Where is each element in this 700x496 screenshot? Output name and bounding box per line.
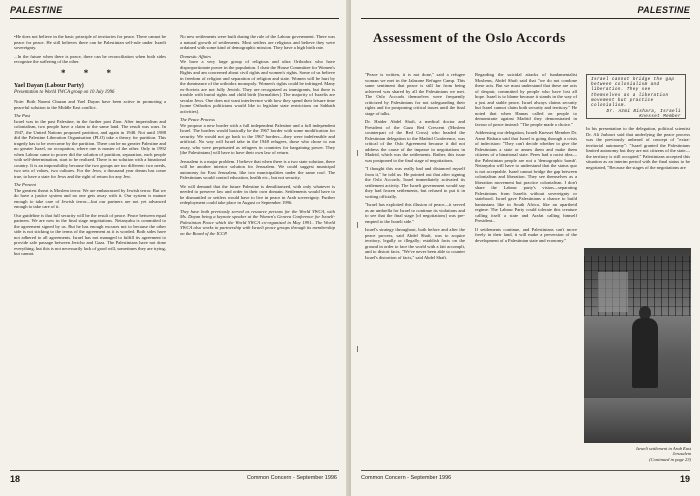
header-rule <box>10 18 339 19</box>
pull-quote-text: Israel cannot bridge the gap between colonialism and liberation. They see themselves as a liberation movement but practice colonialism. <box>591 77 675 109</box>
subheading-present: The Present <box>14 182 36 187</box>
settlement-photo <box>584 248 691 443</box>
right-column-2 <box>475 72 577 246</box>
footer-rule <box>10 470 339 471</box>
footer-text: Common Concern - September 1996 <box>361 475 452 481</box>
paragraph: Our guideline is that full security will be the result of peace. Peace between equal partners. We are now in the final stage negotiations. Netanyahu is committed to the agreement signed by us. But he has enough excuses not to because the other side is not sticking to the terms of the agreement as it is worded. Both sides have not adhered to all agreements. Israel has not managed to fulfill its agreement to provide safe passage between Jericho and Gaza. The Palestinians have not done everything, but this is not necessarily lack of good will, sometimes they are trying, but cannot. <box>14 212 166 256</box>
photo-caption <box>584 446 691 462</box>
paragraph: Israel was in the past Palestine, in the further past Zion. After imperialism and colonialism, two people have a claim to the same land. The result was wars. In 1947, the United Nations proposed partition, and again in 1948. Not until 1988 did the Palestine Liberation Organisation (PLO) take a theory for partition. This tragedy has to be overcome by the partition. There can be no greater Palestine and no greater Israel, no occupation, where one is master of the other. Only in 1992 when Labour came to power did the solution of partition, separation, each people with self-determination, start to be realized. There is no solution with a binational country. It is an impossibility because the two groups are too different: two needs, two sets of values, two cultures. For the Jews, a thousand year dream has come true, to have a state for Jews and the right of return for any Jew. <box>14 118 166 179</box>
right-column-1 <box>365 72 465 263</box>
paragraph: No new settlements were built during the rule of the Labour government. There was a natural growth of settlements. Most settlers are religious and believe they were ordained with some kind of demographic mission. They have a high birth rate. <box>180 34 335 50</box>
section-heading: Yael Dayan (Labour Party) <box>14 83 84 89</box>
left-column-1 <box>14 34 166 260</box>
footer-text: Common Concern - September 1996 <box>246 475 337 481</box>
paragraph: Jerusalem is a major problem. I believe that when there is a two state solution, there will be another interior solution for Jerusalem. We could suggest municipal autonomy for East Jerusalem, like two municipalities under the same roof. The Palestinians would control education, health etc., but not security. <box>180 158 335 180</box>
paragraph: We propose a new border with a full independent Palestine and a full independent Israel. The borders would basically be the 1967 border with some modification for security. We would not go back to the 1967 borders—they were indefensible and artificial. No way will Israel take in the 1948 refugees, those who chose to run away, who were perpetuated as refugees in countries for bargaining power. They [the Palestinians] will have to have their own law of return. <box>180 122 335 155</box>
paragraph: Israel's strategy throughout, both before and after the peace process, said Abdel Shafi, was to acquire territory, legally or illegally; establish facts on the ground in order to face the world with a fait accompli, and to distort facts. "We've never been able to counter Israel's distortion of facts," said Abdel Shafi. <box>365 227 465 260</box>
intro-paragraph: ...In the future when there is peace, there can be reconciliation when both sides recognize the suffering of the other. <box>14 53 166 64</box>
paragraph: Regarding the suicidal attacks of fundamentalist Moslems, Abdel Shafi said that "we do not condone these acts. But we must understand that these are acts of despair, committed by people who have lost all hope. Israel is to blame because it stands in the way of a just and stable peace. Israel always claims security but Israel cannot claim both security and territory." He noted that when Hamas called on people to demonstrate against Madrid they demonstrated in favour of peace instead: "The people made a choice." <box>475 72 577 127</box>
subheading-domestic: Domestic Affairs <box>180 53 211 59</box>
running-head: PALESTINE <box>10 5 63 15</box>
paragraph: In his presentation to the delegation, political scientist Dr. Ali Jarbawi said that underlying the peace process was the previously unheard of concept of "extra-territorial autonomy": "Israel granted the Palestinians limited autonomy but they are not citizens of the state—the territory is still occupied." Palestinians accepted this situation as an interim period with the final status to be negotiated, "Because the stages of the negotiations are <box>586 126 690 170</box>
caption-line: Israeli settlement in Arab East <box>636 446 691 451</box>
pull-quote <box>586 74 686 119</box>
paragraph: "Israel has exploited this illusion of peace—it served as an umbrella for Israel to continue its violations and to see that the final stage [of negotiations] was pre-empted to the Israeli side." <box>365 202 465 224</box>
paragraph: If settlements continue, and Palestinians can't move freely in their land, it will make a perversion of the development of a Palestinian state and economy." <box>475 226 577 243</box>
caption-continued: (Continued in page 23) <box>649 456 691 462</box>
running-head: PALESTINE <box>637 5 690 15</box>
paragraph: "Peace is written, it is not done," said a refugee woman we met in the Jalazone Refugee Camp. This same sentiment that peace is still far from being achieved was shared by all the Palestinians we met. The Oslo Accords themselves were frequently criticized by Palestinians for not safeguarding their rights and for postponing critical issues until the final stage of talks. <box>365 72 465 116</box>
paragraph: "I thought this was really bad and distanced myself from it," he told us. He pointed out that after signing the Oslo Accords, Israel immediately activated its settlement activity. The Israeli government would say they had frozen settlements, but refused to put it in writing officially. <box>365 166 465 199</box>
subheading-past: The Past <box>14 113 31 118</box>
left-column-2 <box>180 34 335 239</box>
binding-mark <box>357 150 360 156</box>
footnote: They have both previously served as resource persons for the World YWCA, with Ms. Dayan being a keynote speaker at the Women's Geneva Conference for Israeli-Palestinian Peace which the World YWCA co-organised in May 1991.. The World YWCA also works in partnership with Israeli peace groups through its membership on the Board of the ICCP. <box>180 208 335 236</box>
article-title: Assessment of the Oslo Accords <box>373 30 566 45</box>
caption-line: Jerusalem <box>672 451 691 457</box>
photo-sign <box>598 272 628 312</box>
photo-person <box>632 318 658 388</box>
byline: Presentation to World YWCA group on 10 July 1996 <box>14 89 115 95</box>
page-number: 18 <box>10 474 21 484</box>
paragraph: We have a very large group of religious and ultra Orthodox who have disproportionate power in the population. I chair the House Committee for Women's Rights and am concerned about civil rights and women's rights. Some of us believe in freedom of religion and separation of religion and state. Women will be hurt by the dominance of the orthodox monopoly. Women's rights could be infringed. Many ex-Soviets are not fully Jewish. They are recognized as immigrants, but there is trouble with burial rights and child birth [formalities]. The majority of Israelis are secular Jews. One does not want interference with how they spend their leisure time [some Orthodox politicians would like to legislate state restrictions on Sabbath activities]. <box>180 59 335 114</box>
right-column-3 <box>586 126 690 173</box>
left-page <box>0 0 349 496</box>
page-number: 19 <box>679 474 690 484</box>
header-rule <box>361 18 690 19</box>
pull-quote-attribution: Dr. Azmi Bishara, Israeli Knesset Member <box>606 109 681 120</box>
paragraph: Note: Both Naomi Chazan and Yael Dayan have been active in promoting a peaceful solution to the Middle East conflict. <box>14 99 166 110</box>
subheading-peace-process: The Peace Process <box>180 117 215 122</box>
paragraph: Addressing our delegation, Israeli Knesset Member Dr. Azmi Bishara said that Israel is going through a crisis of indecision: "They can't decide whether to give the Palestinians a state or annex them and make them citizens of a binational state. Peres had a racist idea—the Palestinian people are not a 'demographic bomb'. Netanyahu will have to understand that the status quo is not acceptable. Israel cannot bridge the gap between colonialism and liberation. They see themselves as a liberation movement but practice colonialism. I don't share the Labour party's vision—separating Palestinians from Israelis without sovereignty or statehood. Israel gave Palestinians a chance to build bantustans like in South Africa, like an apartheid regime. The Labour Party could tolerate this creature calling itself a state and Arafat calling himself President... <box>475 130 577 223</box>
paragraph: The greatest threat is Moslem terror. We are embarrassed by Jewish terror. But we do have a justice system and no one gets away with it. Our system is mature enough to take care of Jewish terror—but our partners are not yet advanced enough to take care of it. <box>14 187 166 209</box>
footer-rule <box>361 470 690 471</box>
right-page <box>351 0 700 496</box>
paragraph: We will demand that the future Palestine is demilitarized, with only whatever is needed to preserve law and order in their own domain. Settlements would have to be dismantled or settlers would have to live in peace in Arab sovereignty. Further redeployment could take place in August or September 1996. <box>180 183 335 205</box>
binding-mark <box>357 222 360 228</box>
intro-bullet: •He does not believe in the basic principle of territories for peace. There cannot be peace for peace. He still believes there can be Palestinian self-rule under Israeli sovereignty. <box>14 34 166 50</box>
section-separator: * * * <box>61 67 119 78</box>
photo-ground <box>584 398 691 443</box>
paragraph: Dr. Haider Abdel Shafi, a medical doctor and President of the Gaza Red Crescent (Moslem counterpart of the Red Cross) who headed the Palestinian delegation to the Madrid Conference, was critical of the Oslo Agreement because it did not address the cause of the impasse in negotiations in Madrid, which was the settlements. Rather, this issue was postponed to the final stage of negotiations. <box>365 119 465 163</box>
binding-mark <box>357 346 360 352</box>
